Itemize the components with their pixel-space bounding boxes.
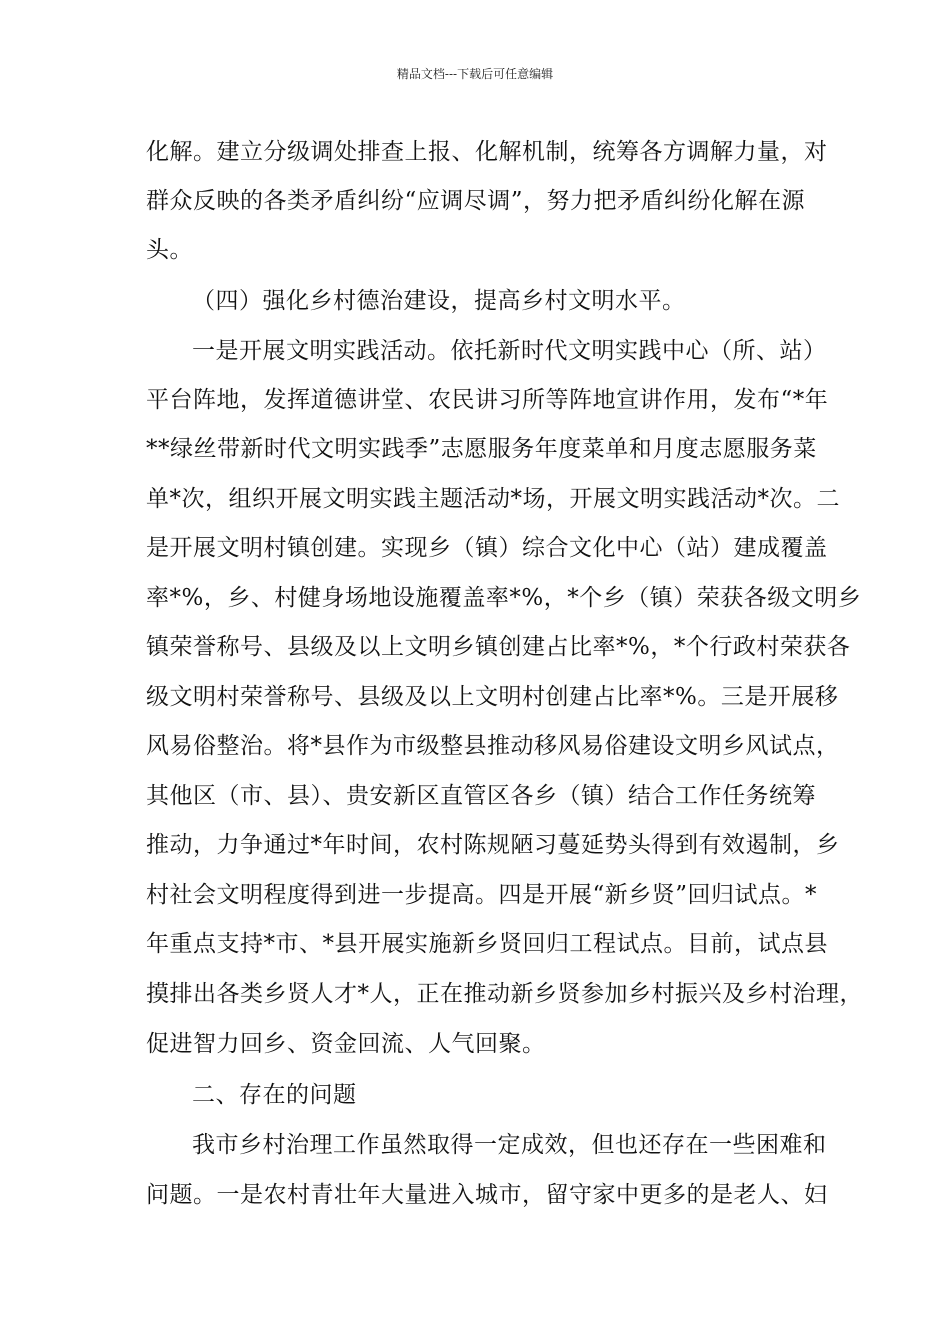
page-header: 精品文档---下载后可任意编辑 (396, 67, 554, 81)
text-line: 单*次，组织开展文明实践主题活动*场，开展文明实践活动*次。二 (146, 486, 840, 512)
text-line: 头。 (146, 237, 193, 263)
text-line: 是开展文明村镇创建。实现乡（镇）综合文化中心（站）建成覆盖 (146, 535, 828, 561)
text-line: 村社会文明程度得到进一步提高。四是开展“新乡贤”回归试点。* (146, 882, 818, 908)
text-line: 化解。建立分级调处排查上报、化解机制，统筹各方调解力量，对 (146, 139, 828, 165)
text-line: 我市乡村治理工作虽然取得一定成效，但也还存在一些困难和 (192, 1132, 827, 1158)
section-heading: （四）强化乡村德治建设，提高乡村文明水平。 (192, 288, 686, 314)
text-line: 群众反映的各类矛盾纠纷“应调尽调”，努力把矛盾纠纷化解在源 (146, 188, 806, 214)
text-line: 平台阵地，发挥道德讲堂、农民讲习所等阵地宣讲作用，发布“*年 (146, 387, 829, 413)
section-heading: 二、存在的问题 (192, 1082, 357, 1108)
text-line: 一是开展文明实践活动。依托新时代文明实践中心（所、站） (192, 338, 827, 364)
text-line: 其他区（市、县）、贵安新区直管区各乡（镇）结合工作任务统筹 (146, 783, 816, 809)
text-line: 推动，力争通过*年时间，农村陈规陋习蔓延势头得到有效遏制，乡 (146, 832, 840, 858)
text-line: 级文明村荣誉称号、县级及以上文明村创建占比率*%。三是开展移 (146, 684, 839, 710)
text-line: 年重点支持*市、*县开展实施新乡贤回归工程试点。目前，试点县 (146, 931, 828, 957)
text-line: 镇荣誉称号、县级及以上文明乡镇创建占比率*%，*个行政村荣获各 (146, 634, 851, 660)
text-line: 风易俗整治。将*县作为市级整县推动移风易俗建设文明乡风试点， (146, 733, 840, 759)
text-line: 摸排出各类乡贤人才*人，正在推动新乡贤参加乡村振兴及乡村治理， (146, 981, 863, 1007)
text-line: **绿丝带新时代文明实践季”志愿服务年度菜单和月度志愿服务菜 (146, 436, 817, 462)
text-line: 率*%，乡、村健身场地设施覆盖率*%，*个乡（镇）荣获各级文明乡 (146, 585, 862, 611)
text-line: 问题。一是农村青壮年大量进入城市，留守家中更多的是老人、妇 (146, 1182, 828, 1208)
text-line: 促进智力回乡、资金回流、人气回聚。 (146, 1031, 546, 1057)
